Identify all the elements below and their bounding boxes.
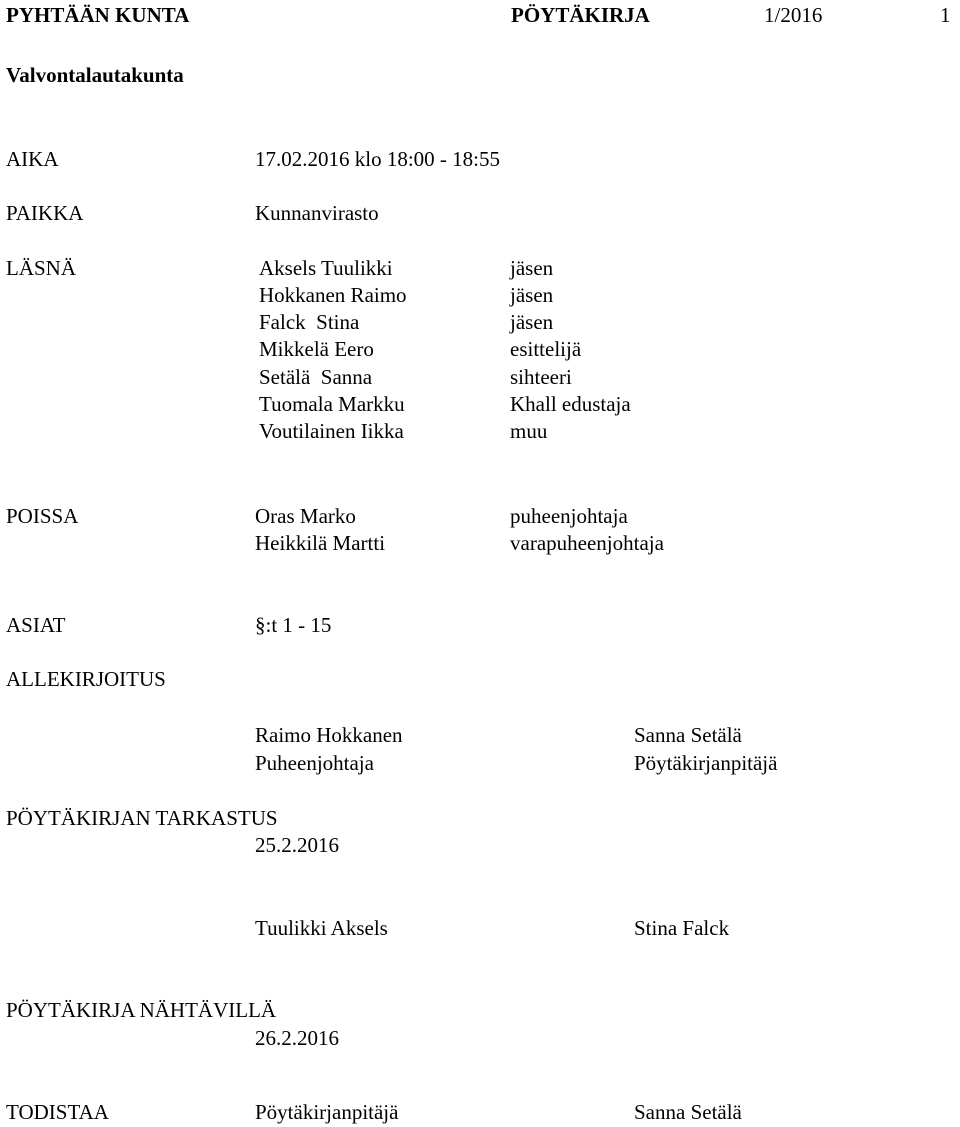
items-value: §:t 1 - 15 [255,613,332,637]
absent-label: POISSA [6,504,79,528]
present-member-role: Khall edustaja [510,392,631,416]
certify-label: TODISTAA [6,1100,109,1124]
reviewer-name: Stina Falck [634,916,730,940]
display-date: 26.2.2016 [255,1026,339,1050]
present-member-role: jäsen [510,283,554,307]
page-number: 1 [940,3,951,27]
present-member-role: jäsen [510,310,554,334]
display-label: PÖYTÄKIRJA NÄHTÄVILLÄ [6,998,277,1022]
document-number: 1/2016 [764,3,823,27]
absent-member-role: varapuheenjohtaja [510,531,664,555]
present-member-role: jäsen [510,256,554,280]
present-member-name: Hokkanen Raimo [259,283,407,307]
board-name: Valvontalautakunta [6,63,184,87]
place-label: PAIKKA [6,201,84,225]
place-value: Kunnanvirasto [255,201,379,225]
present-member-name: Falck Stina [259,310,360,334]
document-type: PÖYTÄKIRJA [511,3,650,27]
time-label: AIKA [6,147,59,171]
present-member-name: Tuomala Markku [259,392,405,416]
time-value: 17.02.2016 klo 18:00 - 18:55 [255,147,500,171]
present-member-role: muu [510,419,548,443]
review-date: 25.2.2016 [255,833,339,857]
items-label: ASIAT [6,613,66,637]
present-member-name: Mikkelä Eero [259,337,374,361]
signer-title: Pöytäkirjanpitäjä [634,751,778,775]
organization-name: PYHTÄÄN KUNTA [6,3,190,27]
signer-title: Puheenjohtaja [255,751,374,775]
absent-member-role: puheenjohtaja [510,504,628,528]
certify-role: Pöytäkirjanpitäjä [255,1100,399,1124]
signer-name: Raimo Hokkanen [255,723,403,747]
reviewer-name: Tuulikki Aksels [255,916,388,940]
signer-name: Sanna Setälä [634,723,742,747]
present-member-name: Setälä Sanna [259,365,373,389]
present-member-role: sihteeri [510,365,572,389]
certify-name: Sanna Setälä [634,1100,742,1124]
present-member-name: Voutilainen Iikka [259,419,404,443]
absent-member-name: Oras Marko [255,504,356,528]
review-label: PÖYTÄKIRJAN TARKASTUS [6,806,278,830]
present-member-role: esittelijä [510,337,582,361]
absent-member-name: Heikkilä Martti [255,531,386,555]
signature-label: ALLEKIRJOITUS [6,667,166,691]
present-member-name: Aksels Tuulikki [259,256,393,280]
present-label: LÄSNÄ [6,256,77,280]
